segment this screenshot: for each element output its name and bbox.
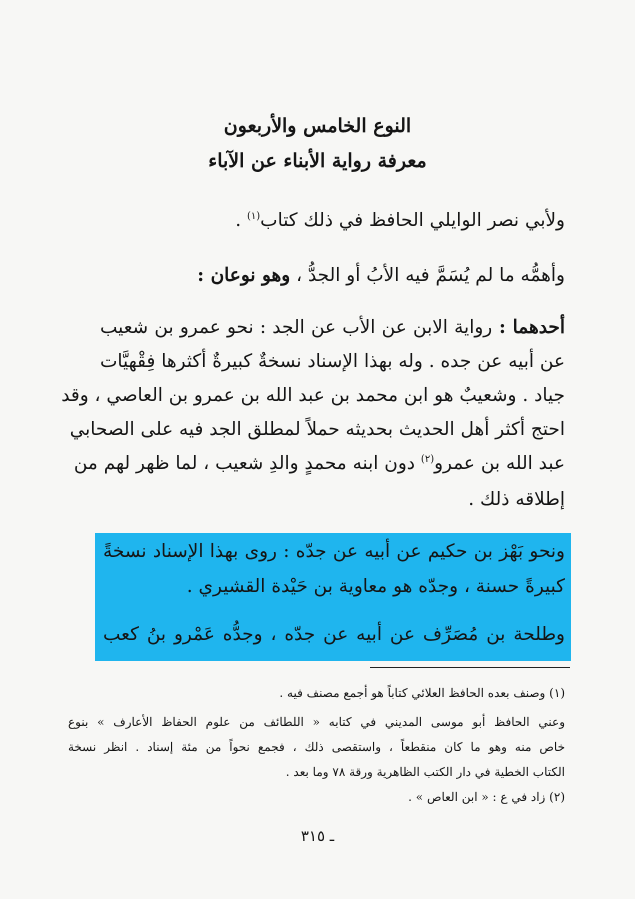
intro-line-1-end: . (235, 210, 247, 231)
footnote-1-cont-1: وعني الحافظ أبو موسى المديني في كتابه « اللطائف من علوم الحفاظ الأعارف » بنوع (68, 715, 565, 729)
chapter-subtitle: معرفة رواية الأبناء عن الآباء (208, 150, 427, 172)
para1-line-3: جياد . وشعيبٌ هو ابن محمد بن عبد الله بن عمرو بن العاصي ، وقد (61, 385, 565, 406)
footnote-2: (٢) زاد في ع : « ابن العاص » . (408, 790, 565, 804)
para1-line-5-a: عبد الله بن عمرو (434, 453, 565, 474)
intro-line-2 (197, 265, 565, 286)
chapter-title: النوع الخامس والأربعون (223, 115, 412, 137)
footnote-1-cont-3: الكتاب الخطية في دار الكتب الظاهرية ورقة ٧٨ وما بعد . (285, 765, 565, 779)
page-number: ـ ٣١٥ (300, 827, 335, 845)
footnote-ref-2[interactable]: (٢) (420, 453, 435, 465)
para1-line-4: احتج أكثر أهل الحديث بحديثه حملاً لمطلق الجد فيه على الصحابي (69, 419, 565, 440)
para1-line-5 (73, 453, 565, 474)
footnote-1-cont-2: خاص منه وهو ما كان منقطعاً ، واستقصى ذلك ، فجمع نحواً من مئة إسناد . انظر نسخة (68, 740, 565, 754)
highlighted-selection[interactable] (95, 533, 571, 661)
para1-line-6: إطلاقه ذلك . (468, 489, 565, 510)
para1-line-2: عن أبيه عن جده . وله بهذا الإسناد نسخةٌ كبيرةٌ أكثرها فِقْهيَّات (100, 351, 565, 372)
para1-line-1-text: رواية الابن عن الأب عن الجد : نحو عمرو بن شعيب (100, 317, 493, 338)
footnote-divider (370, 667, 570, 668)
highlight-line-1: ونحو بَهْز بن حكيم عن أبيه عن جدّه : روى بهذا الإسناد نسخةً (103, 541, 565, 562)
footnote-ref-1[interactable]: (١) (246, 210, 261, 222)
footnote-1: (١) وصنف بعده الحافظ العلائي كتاباً هو أجمع مصنف فيه . (279, 686, 565, 700)
intro-line-1-text: ولأبي نصر الوايلي الحافظ في ذلك كتاب (260, 210, 565, 231)
highlight-line-3: وطلحة بن مُصَرِّف عن أبيه عن جدّه ، وجدُّه عَمْرو بنُ كعب (103, 624, 565, 645)
intro-line-1 (235, 210, 565, 231)
para1-line-5-b: دون ابنه محمدٍ والدِ شعيب ، لما ظهر لهم من (73, 453, 421, 474)
para1-lead: أحدهما : (492, 317, 565, 338)
highlight-line-2: كبيرةً حسنة ، وجدّه هو معاوية بن حَيْدة القشيري . (186, 576, 565, 597)
para1-line-1 (100, 317, 565, 338)
intro-line-2-bold: وهو نوعان : (197, 265, 291, 286)
intro-line-2-text: وأهمُّه ما لم يُسَمَّ فيه الأبُ أو الجدُّ ، (290, 265, 565, 286)
